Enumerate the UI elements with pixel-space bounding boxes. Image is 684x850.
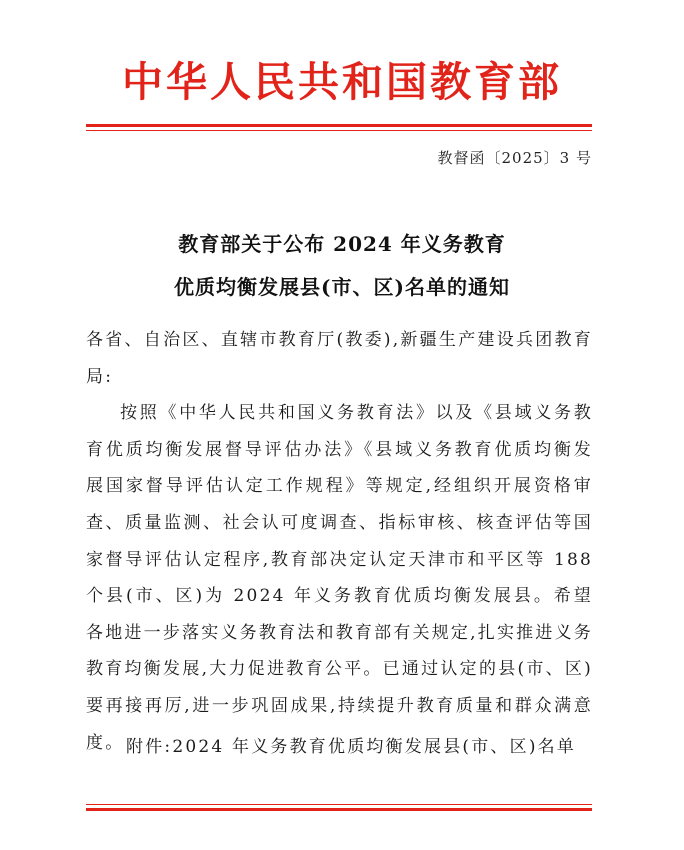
body-paragraph: 按照《中华人民共和国义务教育法》以及《县域义务教育优质均衡发展督导评估办法》《县域义务教育优质均衡发展国家督导评估认定工作规程》等规定,经组织开展资格审查、质量监测、社会认可度调查、指标审核、核查评估等国家督导评估认定程序,教育部决定认定天津市和平区等 188 个县(市、区)为 2024 年义务教育优质均衡发展县。希望各地进一步落实义务教育法和教育部有关规定,扎实推进义务教育均衡发展,大力促进教育公平。已通过认定的县(市、区)要再接再厉,进一步巩固成果,持续提升教育质量和群众满意度。 (86, 403, 593, 753)
document-number: 教督函〔2025〕3 号 (437, 149, 592, 167)
salutation: 各省、自治区、直辖市教育厅(教委),新疆生产建设兵团教育局: (86, 330, 593, 387)
letterhead-rule-thin (86, 130, 592, 131)
notice-title-line-2: 优质均衡发展县(市、区)名单的通知 (174, 275, 510, 299)
notice-title-line-1: 教育部关于公布 2024 年义务教育 (178, 232, 506, 256)
footer-rule-thick (86, 808, 592, 811)
footer-rule-thin (86, 804, 592, 805)
letterhead-rule-thick (86, 124, 592, 127)
letterhead-title: 中华人民共和国教育部 (122, 58, 562, 106)
notice-body (86, 322, 593, 761)
attachment-line: 附件:2024 年义务教育优质均衡发展县(市、区)名单 (126, 737, 577, 757)
